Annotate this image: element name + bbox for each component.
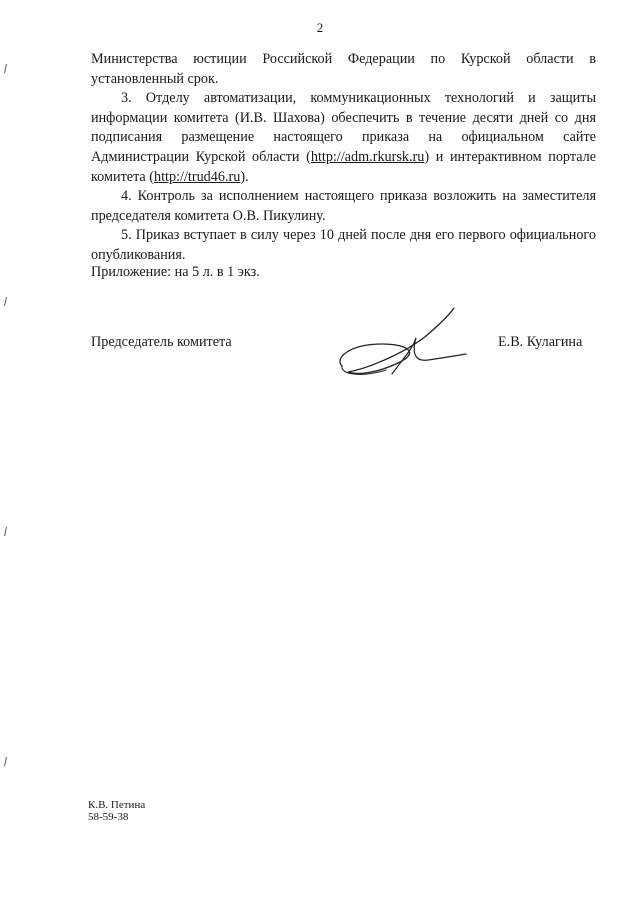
document-body <box>91 50 596 266</box>
binding-mark <box>4 757 6 766</box>
handwritten-signature <box>330 300 470 380</box>
attachment-note: Приложение: на 5 л. в 1 экз. <box>91 264 260 280</box>
paragraph-text: ). <box>240 168 249 185</box>
paragraph-link[interactable]: http://trud46.ru <box>154 168 241 185</box>
binding-mark <box>4 297 6 306</box>
paragraph-text: ) и интерактивном портале комитета ( <box>91 148 597 185</box>
executor-name: К.В. Петина <box>88 799 146 811</box>
executor-phone: 58-59-38 <box>88 811 129 823</box>
paragraph-2 <box>91 89 596 187</box>
paragraph-link[interactable]: http://adm.rkursk.ru <box>310 148 425 165</box>
paragraph-1 <box>91 50 596 89</box>
paragraph-text: 3. Отделу автоматизации, коммуникационных технологий и защиты информации комитета (И.В. Шахова) обеспечить в течение десяти дней со дня подписания размещение настоящего приказа на официальном сайте Администрации Курской области ( <box>91 90 596 165</box>
signer-name: Е.В. Кулагина <box>498 334 583 350</box>
signer-position: Председатель комитета <box>91 334 232 350</box>
page-number: 2 <box>316 20 324 35</box>
paragraph-3 <box>91 187 596 226</box>
paragraph-text: Министерства юстиции Российской Федерации по Курской области в установленный срок. <box>91 51 596 87</box>
paragraph-text: 4. Контроль за исполнением настоящего приказа возложить на заместителя председателя комитета О.В. Пикулину. <box>91 188 596 224</box>
paragraph-text: 5. Приказ вступает в силу через 10 дней после дня его первого официального опубликования. <box>91 227 596 263</box>
paragraph-4 <box>91 226 596 265</box>
binding-mark <box>4 64 6 73</box>
binding-mark <box>4 527 6 536</box>
